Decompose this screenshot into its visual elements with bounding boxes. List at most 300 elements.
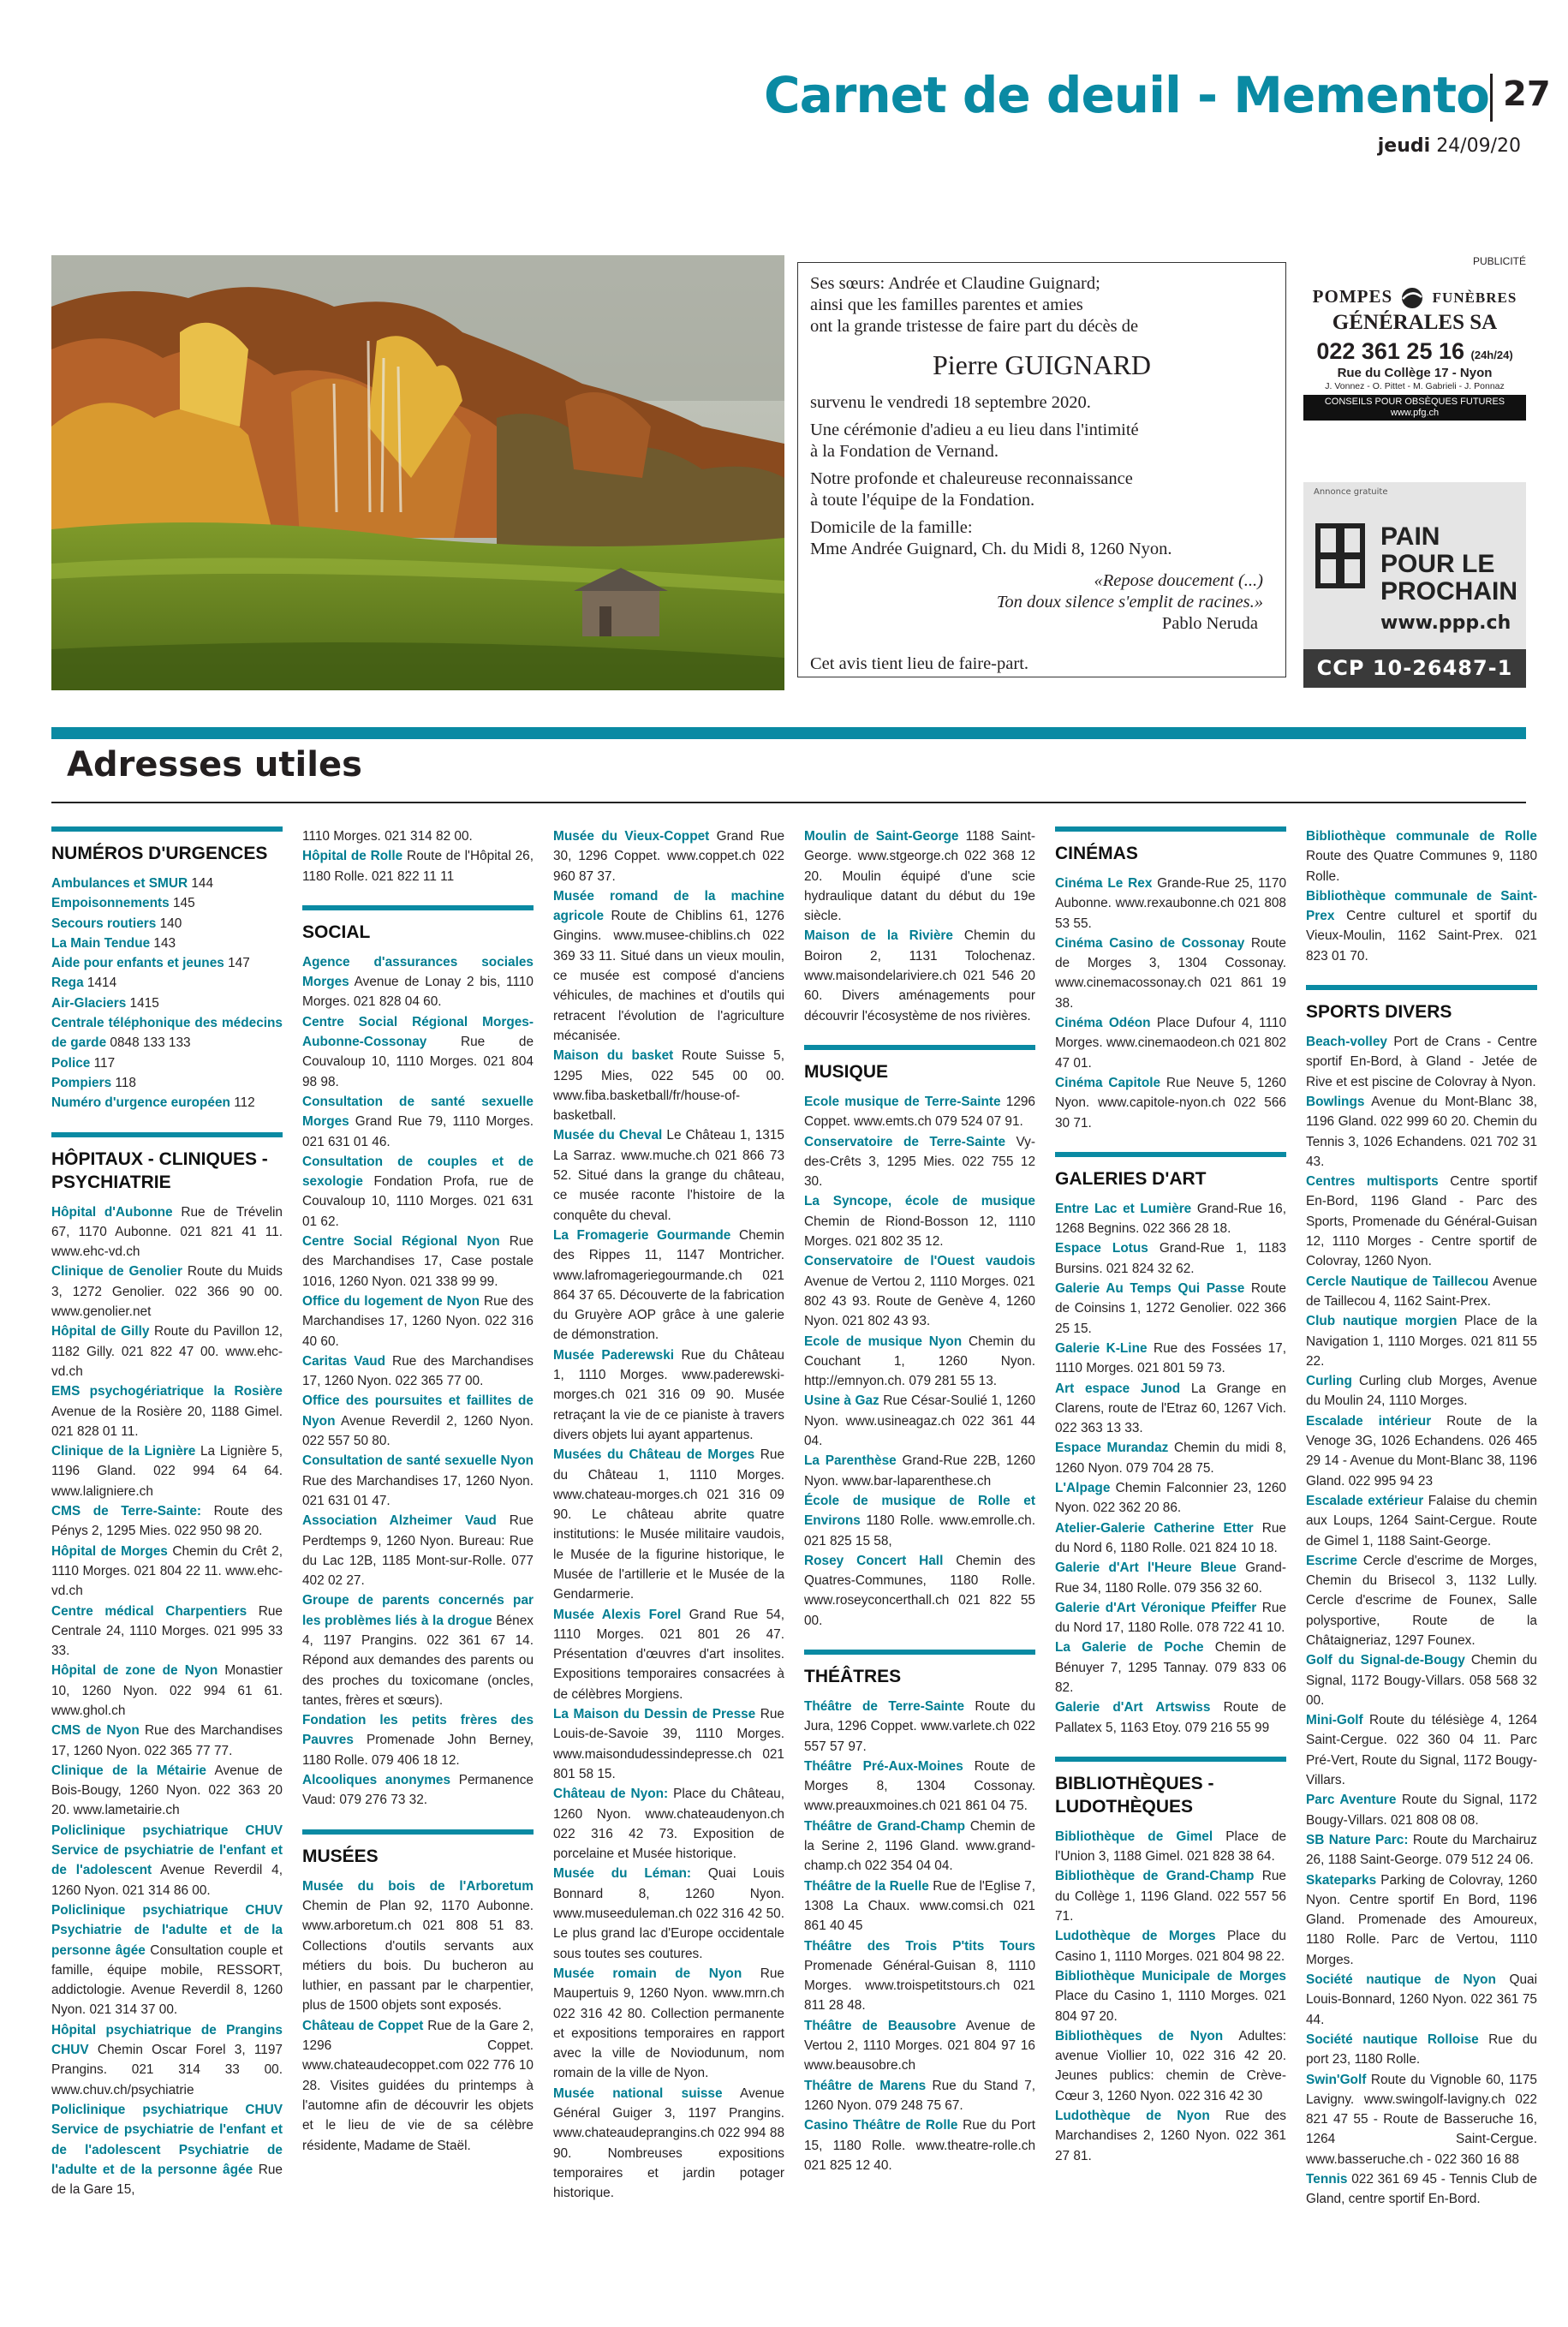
ppp-line1: PAIN [1380, 522, 1440, 551]
address-entry [51, 993, 283, 1013]
address-entry [1306, 1710, 1537, 1790]
entry-name: Policlinique psychiatrique CHUV Service de psychiatrie de l'enfant et de l'adolescent Psychiatrie de l'adulte et de la personne âgée [51, 2102, 283, 2177]
ppp-url: www.ppp.ch [1380, 612, 1511, 634]
entry-details: Rue Louis-de-Savoie 39, 1110 Morges. www.maisondudessindepresse.ch 021 801 58 15. [553, 1707, 784, 1781]
subsection-spacer [302, 886, 534, 905]
entry-details: Promenade Général-Guisan 8, 1110 Morges. www.troispetitstours.ch 021 811 28 48. [804, 1958, 1035, 2014]
entry-name: Hôpital de zone de Nyon [51, 1663, 218, 1679]
pfg-pompes: POMPES [1312, 286, 1393, 307]
address-entry [1306, 2169, 1537, 2210]
entry-details: Rue de la Gare 2, 1296 Coppet. www.chateaudecoppet.com 022 776 10 28. Visites guidées du printemps à l'automne afin de découvrir les objets et le lieu de vie de sa célèbre résidente, Madame de Staël. [302, 2018, 534, 2153]
address-entry [553, 886, 784, 1046]
entry-name: Galerie d'Art l'Heure Bleue [1055, 1560, 1237, 1576]
entry-details: Rue des Fossées 17, 1110 Morges. 021 801 59 73. [1055, 1340, 1286, 1376]
entry-details: Centre sportif En-Bord, 1196 Gland - Parc des Sports, Promenade du Général-Guisan 12, 1110 Morges - Centre sportif de Colovray, 1260 Nyon. [1306, 1174, 1537, 1269]
address-entry [302, 1511, 534, 1590]
entry-details: Consultation couple et famille, équipe mobile, RESSORT, addictologie. Avenue Reverdil 8, 1260 Nyon. 021 314 37 00. [51, 1942, 283, 2018]
entry-details: 140 [156, 916, 182, 931]
entry-details: Place du Casino 1, 1110 Morges. 021 804 98 22. [1055, 1929, 1286, 1964]
entry-name: Cinéma Odéon [1055, 1016, 1151, 1031]
entry-details: Rue Perdtemps 9, 1260 Nyon. Bureau: Rue du Lac 12B, 1185 Mont-sur-Rolle. 077 402 02 27. [302, 1513, 534, 1589]
entry-name: Musées du Château de Morges [553, 1447, 755, 1463]
entry-details: Route de Chiblins 61, 1276 Gingins. www.musee-chiblins.ch 022 369 33 11. Situé dans un vieux moulin, ce musée est composé d'anciens véhicules, de machines et d'outils qui retracent l'évolution de l'agriculture mécanisée. [553, 909, 784, 1043]
address-entry [1306, 1092, 1537, 1172]
entry-details: Chemin de Plan 92, 1170 Aubonne. www.arboretum.ch 021 808 51 83. Collections d'outils servants aux métiers du bois. Du bucheron au luthier, en passant par le charpentier, plus de 1500 objets sont exposés. [302, 1898, 534, 2014]
entry-name: Musée romain de Nyon [553, 1966, 742, 1981]
notice-domicile [810, 517, 1273, 560]
entry-name: La Parenthèse [804, 1453, 897, 1469]
address-entry [51, 1262, 283, 1322]
entry-details: Grand-Rue 16, 1268 Begnins. 022 366 28 18. [1055, 1201, 1286, 1237]
entry-name: Musée du Cheval [553, 1128, 663, 1143]
address-entry [1055, 1279, 1286, 1339]
entry-name: Golf du Signal-de-Bougy [1306, 1653, 1465, 1668]
subsection-heading: GALERIES D'ART [1055, 1152, 1286, 1190]
entry-details: Adultes: avenue Viollier 10, 022 316 42 20. Jeunes publics: chemin de Crève-Cœur 3, 1260 Nyon. 022 316 42 30 [1055, 2028, 1286, 2103]
subsection-spacer [51, 1113, 283, 1132]
entry-name: Secours routiers [51, 916, 157, 931]
entry-name: Policlinique psychiatrique CHUV Service de psychiatrie de l'enfant et de l'adolescent [51, 1823, 283, 1878]
address-entry [1055, 1199, 1286, 1239]
address-entry [804, 926, 1035, 1025]
entry-name: Bibliothèque Municipale de Morges [1055, 1968, 1286, 1984]
entry-details: Chemin du Couchant 1, 1260 Nyon. http://emnyon.ch. 079 281 55 13. [804, 1334, 1035, 1389]
entry-details: 1110 Morges. 021 314 82 00. [302, 829, 473, 844]
address-column [1055, 826, 1286, 2166]
entry-details: Route de Morges 3, 1304 Cossonay. www.cinemacossonay.ch 021 861 19 38. [1055, 935, 1286, 1011]
address-entry [804, 1332, 1035, 1392]
entry-name: Théâtre de Grand-Champ [804, 1818, 965, 1834]
entry-details: 1188 Saint-George. www.stgeorge.ch 022 368 12 20. Moulin équipé d'une scie hydraulique datant du début du 19e siècle. [804, 829, 1035, 924]
address-entry [51, 1202, 283, 1262]
entry-name: Clinique de la Métairie [51, 1763, 206, 1778]
subsection-spacer [302, 1811, 534, 1829]
notice-intro-line: ont la grande tristesse de faire part du décès de [810, 317, 1139, 336]
address-entry [1055, 1379, 1286, 1439]
address-entry [302, 1770, 534, 1811]
entry-details: Rue de Trévelin 67, 1170 Aubonne. 021 821 41 11. www.ehc-vd.ch [51, 1204, 283, 1260]
entry-name: Cinéma Casino de Cossonay [1055, 935, 1245, 951]
entry-name: Caritas Vaud [302, 1353, 386, 1369]
entry-name: Galerie d'Art Artswiss [1055, 1700, 1211, 1715]
entry-name: La Maison du Dessin de Presse [553, 1707, 756, 1722]
entry-details: Avenue Reverdil 2, 1260 Nyon. 022 557 50 80. [302, 1413, 534, 1449]
address-entry [1306, 1650, 1537, 1710]
entry-name: Association Alzheimer Vaud [302, 1513, 497, 1529]
entry-name: Beach-volley [1306, 1035, 1387, 1050]
entry-name: Tennis [1306, 2172, 1348, 2187]
address-entry [804, 826, 1035, 926]
address-entry [51, 1381, 283, 1441]
subsection-heading: BIBLIOTHÈQUES - LUDOTHÈQUES [1055, 1757, 1286, 1818]
address-entry [553, 1345, 784, 1445]
address-entry [804, 1877, 1035, 1936]
address-entry [302, 1590, 534, 1710]
entry-name: Ludothèque de Nyon [1055, 2109, 1210, 2124]
entry-details: Place du Casino 1, 1110 Morges. 021 804 97 20. [1055, 1989, 1286, 2024]
address-entry [1055, 2026, 1286, 2106]
entry-name: Consultation de couples et de sexologie [302, 1154, 534, 1190]
address-entry [553, 1784, 784, 1864]
address-entry [51, 973, 283, 993]
entry-name: Centre médical Charpentiers [51, 1603, 247, 1619]
pfg-address: Rue du Collège 17 - Nyon [1337, 366, 1493, 381]
entry-details: Rue des Marchandises 17, 1260 Nyon. 022 365 77 77. [51, 1723, 283, 1758]
entry-name: Agence d'assurances sociales Morges [302, 954, 534, 990]
entry-details: Chemin Oscar Forel 3, 1197 Prangins. 021 314 33 00. www.chuv.ch/psychiatrie [51, 2043, 283, 2097]
entry-details: Route de la Venoge 3G, 1026 Echandens. 026 465 29 14 - Avenue du Mont-Blanc 38, 1196 Gland. 022 995 94 23 [1306, 1413, 1537, 1489]
address-entry [51, 1093, 283, 1113]
entry-details: Place Dufour 4, 1110 Morges. www.cinemaodeon.ch 021 802 47 01. [1055, 1016, 1287, 1071]
address-entry [1306, 886, 1537, 966]
entry-name: Théâtre de Marens [804, 2078, 927, 2093]
entry-details: 1180 Rolle. www.emrolle.ch. 021 825 15 58, [804, 1513, 1035, 1548]
address-entry [804, 1132, 1035, 1192]
address-entry [51, 1821, 283, 1900]
entry-name: Musée national suisse [553, 2085, 723, 2101]
entry-details: 022 361 69 45 - Tennis Club de Gland, centre sportif En-Bord. [1306, 2172, 1537, 2207]
address-entry [1055, 1827, 1286, 1867]
entry-details: 1414 [83, 976, 117, 991]
entry-details: Avenue de Vertou 2, 1110 Morges. 021 802 43 93. Route de Genève 4, 1260 Nyon. 021 802 43 93. [804, 1274, 1035, 1329]
address-entry [1306, 1172, 1537, 1271]
entry-name: Théâtre des Trois P'tits Tours [804, 1938, 1035, 1954]
entry-details: Route du Jura, 1296 Coppet. www.varlete.ch 022 557 57 97. [804, 1698, 1035, 1754]
address-entry [51, 1053, 283, 1073]
death-notice [797, 262, 1286, 677]
address-entry [553, 1226, 784, 1345]
entry-details: Grand-Rue 34, 1180 Rolle. 079 356 32 60. [1055, 1560, 1286, 1596]
address-entry [1306, 1371, 1537, 1411]
entry-details: 118 [111, 1075, 136, 1090]
deceased-name: Pierre GUIGNARD [932, 349, 1152, 380]
entry-details: Chemin de Bénuyer 7, 1295 Tannay. 079 833 06 82. [1055, 1640, 1286, 1695]
entry-details: Grand Rue 54, 1110 Morges. 021 801 26 47. Présentation d'œuvres d'art insolites. Expositions temporaires consacrées à de célèbres Morgiens. [553, 1607, 784, 1702]
entry-name: Galerie d'Art Véronique Pfeiffer [1055, 1600, 1257, 1615]
subsection-heading: SPORTS DIVERS [1306, 985, 1537, 1023]
entry-details: Chemin de la Serine 2, 1196 Gland. www.grand-champ.ch 022 354 04 04. [804, 1818, 1035, 1874]
entry-details: Chemin Falconnier 23, 1260 Nyon. 022 362 20 86. [1055, 1481, 1286, 1516]
address-entry [1055, 1519, 1286, 1559]
subsection-spacer [804, 1026, 1035, 1045]
entry-name: La Galerie de Poche [1055, 1640, 1204, 1656]
pfg-logo-icon [1398, 287, 1427, 309]
entry-details: Cercle d'escrime de Morges, Chemin du Brisecol 3, 1132 Lully. Cercle d'escrime de Founex, Salle polysportive, Route de la Châtaigneriaz, 1297 Founex. [1306, 1553, 1537, 1648]
entry-details: Route de Coinsins 1, 1272 Genolier. 022 366 25 15. [1055, 1281, 1286, 1336]
address-column [51, 826, 283, 2199]
entry-details: Rue de Couvaloup 10, 1110 Morges. 021 804 98 98. [302, 1035, 534, 1089]
address-entry [302, 846, 534, 886]
entry-details: Route du Marchairuz 26, 1188 Saint-George. 079 512 24 06. [1306, 1832, 1537, 1868]
entry-name: Police [51, 1055, 91, 1071]
entry-name: Ambulances et SMUR [51, 876, 188, 891]
autumn-landscape-photo [51, 255, 784, 690]
notice-thanks-line: à toute l'équipe de la Fondation. [810, 491, 1035, 510]
entry-name: Musée du Léman: [553, 1866, 692, 1882]
address-entry [1055, 1966, 1286, 2026]
notice-ceremony [810, 420, 1273, 462]
entry-details: Route du Pavillon 12, 1182 Gilly. 021 822 47 00. www.ehc-vd.ch [51, 1324, 283, 1379]
entry-name: Galerie K-Line [1055, 1340, 1148, 1356]
entry-details: 143 [150, 935, 176, 951]
entry-name: Bibliothèque communale de Saint-Prex [1306, 888, 1537, 924]
entry-name: Skateparks [1306, 1872, 1377, 1888]
pfg-generales: GÉNÉRALES SA [1332, 311, 1498, 335]
entry-details: Curling club Morges, Avenue du Moulin 24, 1110 Morges. [1306, 1374, 1537, 1409]
issue-date-value: 24/09/20 [1436, 135, 1521, 157]
entry-details: Rue César-Soulié 1, 1260 Nyon. www.usineagaz.ch 022 361 44 04. [804, 1393, 1036, 1449]
entry-name: École de musique de Rolle et Environs [804, 1493, 1035, 1529]
address-entry [553, 1704, 784, 1784]
notice-quote-line: «Repose doucement (...) [1094, 571, 1263, 590]
entry-details: Vy-des-Crêts 3, 1295 Mies. 022 755 12 30. [804, 1134, 1035, 1190]
entry-details: Rue du Nord 17, 1180 Rolle. 078 722 41 10. [1055, 1600, 1286, 1636]
entry-details: Quai Louis Bonnard 8, 1260 Nyon. www.museeduleman.ch 022 316 42 50. Le plus grand lac d'Europe occidentale sous toutes ses coutures. [553, 1866, 784, 1961]
entry-details: Parking de Colovray, 1260 Nyon. Centre sportif En Bord, 1196 Gland. Promenade des Amoureux, 1180 Rolle. Parc de Vertou, 1110 Morges. [1306, 1872, 1537, 1967]
entry-details: Route du Muids 3, 1272 Genolier. 022 366 90 00. www.genolier.net [51, 1264, 283, 1320]
entry-name: SB Nature Parc: [1306, 1832, 1409, 1847]
address-entry [1055, 1598, 1286, 1638]
address-entry [1055, 1558, 1286, 1598]
address-entry [302, 1152, 534, 1232]
entry-name: Centre Social Régional Morges-Aubonne-Cossonay [302, 1014, 534, 1050]
entry-name: Musée Paderewski [553, 1347, 675, 1363]
address-entry [1055, 1478, 1286, 1519]
entry-details: Centre culturel et sportif du Vieux-Moulin, 1162 Saint-Prex. 021 823 01 70. [1306, 909, 1537, 964]
address-entry [302, 1012, 534, 1092]
address-entry [51, 2020, 283, 2100]
entry-details: Place du Château, 1260 Nyon. www.chateaudenyon.ch 022 316 42 73. Exposition de porcelaine et Musée historique. [553, 1787, 784, 1862]
entry-details: Rue du Château 1, 1110 Morges. www.chateau-morges.ch 021 316 09 90. Le château abrite quatre institutions: le Musée militaire vaudois, le Musée de la figurine historique, le Musée de l'artillerie et le Musée de la Gendarmerie. [553, 1447, 785, 1602]
entry-details: Chemin des Quatres-Communes, 1180 Rolle. www.roseyconcerthall.ch 021 822 55 00. [804, 1553, 1035, 1628]
entry-details: Permanence Vaud: 079 276 73 32. [302, 1773, 534, 1808]
entry-details: 145 [169, 896, 195, 911]
address-entry [804, 1391, 1035, 1451]
entry-details: Grand-Rue 22B, 1260 Nyon. www.bar-laparenthese.ch [804, 1453, 1035, 1489]
entry-name: L'Alpage [1055, 1481, 1111, 1496]
entry-name: Théâtre de Terre-Sainte [804, 1698, 965, 1714]
address-entry [51, 2100, 283, 2199]
notice-domicile-line: Mme Andrée Guignard, Ch. du Midi 8, 1260 Nyon. [810, 540, 1172, 558]
pfg-url: www.pfg.ch [1390, 408, 1440, 419]
address-entry [553, 1125, 784, 1225]
ppp-line2: POUR LE [1380, 550, 1495, 578]
address-column [804, 826, 1035, 2175]
entry-details: Chemin du Boiron 2, 1131 Tolochenaz. www.maisondelariviere.ch 021 546 20 60. Divers aménagements pour découvrir l'écosystème de nos rivières. [804, 928, 1035, 1023]
notice-intro-line: ainsi que les familles parentes et amies [810, 295, 1083, 314]
entry-name: Cinéma Le Rex [1055, 876, 1153, 891]
address-entry [1055, 934, 1286, 1013]
entry-details: Chemin des Rippes 11, 1147 Montricher. www.lafromageriegourmande.ch 021 864 37 65. Découverte de la fabrication du Gruyère AOP grâce à une galerie de démonstration. [553, 1227, 784, 1343]
address-entry [553, 1864, 784, 1963]
entry-details: Avenue de la Rosière 20, 1188 Gimel. 021 828 01 11. [51, 1404, 283, 1439]
entry-details: Chemin du Signal, 1172 Bougy-Villars. 058 568 32 00. [1306, 1653, 1537, 1708]
entry-details: Route de Morges 8, 1304 Cossonay. www.preauxmoines.ch 021 861 04 75. [804, 1758, 1036, 1814]
entry-name: Rosey Concert Hall [804, 1553, 944, 1568]
entry-details: La Lignière 5, 1196 Gland. 022 994 64 64. www.laligniere.ch [51, 1444, 283, 1499]
entry-details: 117 [90, 1055, 116, 1071]
entry-details: Route du Signal, 1172 Bougy-Villars. 021 808 08 08. [1306, 1793, 1537, 1828]
entry-details: Route des Pénys 2, 1295 Mies. 022 950 98 20. [51, 1504, 283, 1539]
address-entry [1306, 1551, 1537, 1650]
entry-name: Ecole de musique Nyon [804, 1334, 963, 1349]
address-entry [51, 1322, 283, 1381]
entry-name: Empoisonnements [51, 896, 170, 911]
entry-name: Aide pour enfants et jeunes [51, 956, 224, 971]
entry-details: Rue des Marchandises 17, 1260 Nyon. 022 316 40 60. [302, 1293, 534, 1349]
entry-name: Musée Alexis Forel [553, 1607, 682, 1622]
address-entry [804, 1451, 1035, 1491]
notice-quote-author: Pablo Neruda [1161, 614, 1258, 633]
entry-details: Route du Vignoble 60, 1175 Lavigny. www.swingolf-lavigny.ch 022 821 47 55 - Route de Basseruche 16, 1264 Saint-Cergue. www.basseruche.ch - 022 360 16 88 [1306, 2072, 1537, 2167]
subsection-spacer [1306, 966, 1537, 985]
entry-details: Chemin de Riond-Bosson 12, 1110 Morges. 021 802 35 12. [804, 1214, 1035, 1250]
address-entry [1055, 1926, 1286, 1966]
entry-details: Route de Pallatex 5, 1163 Etoy. 079 216 55 99 [1055, 1700, 1286, 1735]
notice-quote [810, 570, 1273, 613]
address-entry [1306, 2070, 1537, 2169]
address-entry [804, 1092, 1035, 1132]
address-entry [1055, 1073, 1286, 1133]
entry-name: Consultation de santé sexuelle Morges [302, 1094, 534, 1130]
address-entry [51, 1602, 283, 1662]
entry-name: Pompiers [51, 1075, 112, 1090]
entry-details: Rue de l'Eglise 7, 1308 La Chaux. www.comsi.ch 021 861 40 45 [804, 1878, 1035, 1934]
address-entry [1306, 1272, 1537, 1312]
entry-name: Musée romand de la machine agricole [553, 888, 784, 924]
address-entry [302, 1710, 534, 1770]
entry-name: Hôpital psychiatrique de Prangins CHUV [51, 2022, 283, 2058]
address-entry [553, 1605, 784, 1704]
entry-name: Casino Théâtre de Rolle [804, 2118, 958, 2133]
entry-details: 1415 [126, 995, 159, 1011]
address-entry [51, 893, 283, 913]
entry-name: Bibliothèque de Gimel [1055, 1829, 1213, 1844]
section-title: Adresses utiles [67, 745, 362, 785]
address-entry [1055, 1013, 1286, 1073]
address-entry [1306, 1311, 1537, 1371]
entry-details: Rue du Collège 1, 1196 Gland. 022 557 56 71. [1055, 1869, 1286, 1924]
entry-name: Bowlings [1306, 1094, 1365, 1109]
entry-name: Théâtre de Beausobre [804, 2018, 957, 2033]
entry-details: Avenue Reverdil 4, 1260 Nyon. 021 314 86 00. [51, 1863, 283, 1898]
address-entry [804, 1491, 1035, 1551]
address-entry [804, 1817, 1035, 1877]
address-entry [1306, 1830, 1537, 1871]
entry-details: 112 [230, 1095, 255, 1111]
address-entry [804, 1191, 1035, 1251]
entry-details: Rue du Port 15, 1180 Rolle. www.theatre-rolle.ch 021 825 12 40. [804, 2118, 1035, 2173]
entry-name: Art espace Junod [1055, 1381, 1181, 1396]
header-separator [1490, 74, 1493, 122]
section-divider [51, 802, 1526, 803]
entry-name: Société nautique Rolloise [1306, 2032, 1479, 2047]
entry-name: Centre Social Régional Nyon [302, 1234, 500, 1250]
notice-domicile-line: Domicile de la famille: [810, 518, 973, 537]
entry-name: Maison de la Rivière [804, 928, 953, 944]
address-entry [1306, 1790, 1537, 1830]
address-entry [51, 1761, 283, 1821]
notice-intro [810, 273, 1273, 337]
notice-thanks [810, 468, 1273, 511]
entry-name: Galerie Au Temps Qui Passe [1055, 1281, 1245, 1297]
address-entry [553, 1445, 784, 1604]
ppp-ccp: CCP 10-26487-1 [1303, 649, 1526, 688]
entry-details: Fondation Profa, rue de Couvaloup 10, 1110 Morges. 021 631 01 62. [302, 1174, 534, 1229]
entry-name: Groupe de parents concernés par les problèmes liés à la drogue [302, 1593, 534, 1628]
subsection-heading: THÉÂTRES [804, 1650, 1035, 1688]
address-entry [1306, 1032, 1537, 1092]
notice-ceremony-line: Une cérémonie d'adieu a eu lieu dans l'intimité [810, 421, 1139, 439]
address-column [302, 826, 534, 2156]
entry-name: EMS psychogériatrique la Rosière [51, 1384, 283, 1399]
address-entry [553, 826, 784, 886]
entry-name: La Syncope, école de musique [804, 1194, 1035, 1209]
entry-name: Cinéma Capitole [1055, 1075, 1161, 1090]
entry-details: Bénex 4, 1197 Prangins. 022 361 67 14. Répond aux demandes des parents ou des proches du toxicomane (oncles, tantes, frères et sœurs). [302, 1613, 534, 1708]
address-entry [804, 2115, 1035, 2175]
notice-quote-line: Ton doux silence s'emplit de racines.» [996, 593, 1263, 612]
address-entry [804, 2076, 1035, 2116]
entry-name: Escrime [1306, 1553, 1357, 1568]
entry-name: Moulin de Saint-George [804, 829, 959, 844]
entry-name: Ecole musique de Terre-Sainte [804, 1094, 1001, 1109]
entry-name: Hôpital de Gilly [51, 1324, 150, 1340]
subsection-heading: CINÉMAS [1055, 826, 1286, 865]
entry-name: CMS de Terre-Sainte: [51, 1504, 202, 1519]
entry-details: Avenue Général Guiger 3, 1197 Prangins. www.chateaudeprangins.ch 022 994 88 90. Nombreuses expositions temporaires et jardin potager historique. [553, 2085, 784, 2201]
address-entry [804, 1251, 1035, 1331]
entry-details: Avenue de Taillecou 4, 1162 Saint-Prex. [1306, 1274, 1537, 1309]
entry-name: Centrale téléphonique des médecins de garde [51, 1016, 283, 1051]
entry-name: Club nautique morgien [1306, 1314, 1458, 1329]
entry-details: Place de la Navigation 1, 1110 Morges. 021 811 55 22. [1306, 1314, 1537, 1369]
entry-details: Rue du Stand 7, 1260 Nyon. 079 248 75 67. [804, 2078, 1036, 2113]
entry-details: Rue Neuve 5, 1260 Nyon. www.capitole-nyon.ch 022 566 30 71. [1055, 1075, 1286, 1131]
entry-name: Bibliothèque de Grand-Champ [1055, 1869, 1255, 1884]
entry-name: Théâtre de la Ruelle [804, 1878, 929, 1894]
issue-day: jeudi [1377, 135, 1431, 157]
subsection-spacer [1055, 1133, 1286, 1152]
address-entry [51, 1661, 283, 1721]
entry-details: Avenue de Lonay 2 bis, 1110 Morges. 021 828 04 60. [302, 975, 534, 1010]
address-entry [553, 1046, 784, 1125]
address-entry [51, 1721, 283, 1761]
entry-name: Château de Coppet [302, 2018, 424, 2033]
address-entry [51, 914, 283, 934]
entry-details: Port de Crans - Centre sportif En-Bord, à Gland - Jetée de Rive et est piscine de Colovray à Nyon. [1306, 1035, 1537, 1089]
address-entry [1055, 1698, 1286, 1738]
ppp-logo-icon [1315, 523, 1365, 588]
entry-name: Curling [1306, 1374, 1352, 1389]
address-entry [804, 1551, 1035, 1631]
entry-name: Entre Lac et Lumière [1055, 1201, 1192, 1216]
entry-details: Quai Louis-Bonnard, 1260 Nyon. 022 361 75 44. [1306, 1972, 1537, 2027]
pain-pour-le-prochain-ad [1303, 482, 1526, 688]
pfg-funeral-ad [1303, 272, 1526, 435]
address-entry [51, 1900, 283, 2020]
entry-name: Hôpital de Rolle [302, 849, 403, 864]
address-entry [553, 1964, 784, 2084]
subsection-heading: HÔPITAUX - CLINIQUES - PSYCHIATRIE [51, 1132, 283, 1194]
entry-name: Musée du bois de l'Arboretum [302, 1878, 534, 1894]
address-entry [302, 1232, 534, 1292]
address-entry [302, 952, 534, 1012]
entry-name: Hôpital d'Aubonne [51, 1204, 173, 1220]
entry-details: Route de l'Hôpital 26, 1180 Rolle. 021 822 11 11 [302, 849, 534, 884]
advertising-label: PUBLICITÉ [1473, 255, 1527, 267]
entry-name: Parc Aventure [1306, 1793, 1397, 1808]
